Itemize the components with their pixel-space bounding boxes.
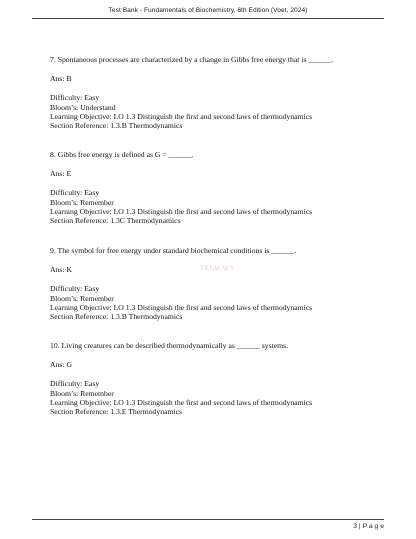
section-reference-line: Section Reference: 1.3C Thermodynamics [50, 216, 181, 226]
answer-line: Ans: K [50, 265, 72, 275]
question-metadata [50, 284, 312, 321]
question-prompt: 10. Living creatures can be described thermodynamically as ______ systems. [50, 341, 289, 350]
section-reference-line: Section Reference: 1.3.E Thermodynamics [50, 407, 182, 417]
question-metadata [50, 188, 312, 225]
page-number: 3 | P a g e [353, 523, 384, 530]
question-block [50, 246, 312, 321]
watermark-text: TESM.WS [200, 265, 235, 272]
difficulty-line: Difficulty: Easy [50, 284, 100, 294]
footer-divider [32, 519, 384, 520]
difficulty-line: Difficulty: Easy [50, 93, 100, 103]
question-prompt: 9. The symbol for free energy under standard biochemical conditions is ______. [50, 246, 297, 255]
difficulty-line: Difficulty: Easy [50, 379, 100, 389]
question-block [50, 341, 312, 416]
page-header: Test Bank - Fundamentals of Biochemistry, 6th Edition (Voet, 2024) [108, 7, 308, 14]
blooms-line: Bloom’s: Remember [50, 293, 114, 303]
learning-objective-line: Learning Objective: LO 1.3 Distinguish the first and second laws of thermodynamics [50, 302, 313, 312]
blooms-line: Bloom’s: Remember [50, 197, 114, 207]
section-reference-line: Section Reference: 1.3.B Thermodynamics [50, 312, 183, 322]
header-divider [32, 18, 384, 19]
question-block [50, 150, 312, 225]
learning-objective-line: Learning Objective: LO 1.3 Distinguish the first and second laws of thermodynamics [50, 206, 313, 216]
blooms-line: Bloom’s: Remember [50, 388, 114, 398]
answer-line: Ans: B [50, 74, 72, 84]
question-metadata [50, 379, 312, 416]
section-reference-line: Section Reference: 1.3.B Thermodynamics [50, 121, 183, 131]
difficulty-line: Difficulty: Easy [50, 188, 100, 198]
blooms-line: Bloom’s: Understand [50, 102, 116, 112]
answer-line: Ans: G [50, 360, 72, 370]
question-metadata [50, 93, 333, 130]
question-prompt: 8. Gibbs free energy is defined as G = ______. [50, 150, 194, 159]
learning-objective-line: Learning Objective: LO 1.3 Distinguish the first and second laws of thermodynamics [50, 397, 313, 407]
answer-line: Ans: E [50, 169, 72, 179]
question-block [50, 55, 333, 130]
learning-objective-line: Learning Objective: LO 1.3 Distinguish the first and second laws of thermodynamics [50, 111, 313, 121]
question-prompt: 7. Spontaneous processes are characterized by a change in Gibbs free energy that is ______. [50, 55, 334, 64]
